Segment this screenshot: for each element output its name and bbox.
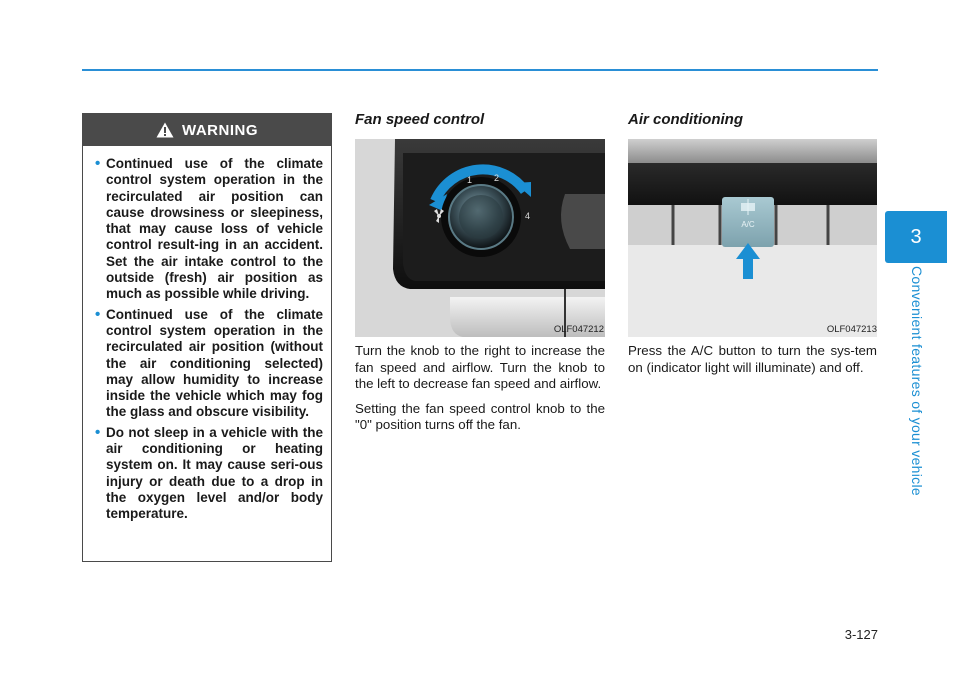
warning-title: WARNING — [182, 121, 258, 139]
ac-button-illustration — [628, 139, 877, 337]
dial-label-2: 2 — [494, 173, 500, 183]
air-conditioning-paragraph: Press the A/C button to turn the sys-tem on (indicator light will illuminate) and off. — [628, 343, 877, 375]
chapter-number: 3 — [910, 225, 922, 248]
dial-label-4: 4 — [525, 211, 531, 221]
warning-item: • Continued use of the climate control system operation in the recirculated air position (without the air conditioning selected) may allow humidity to increase inside the vehicle which may fog the glass and obscure visibility. — [95, 305, 323, 420]
air-conditioning-figure-code: OLF047213 — [826, 324, 877, 335]
chapter-tab — [885, 211, 947, 263]
warning-box — [82, 113, 332, 562]
warning-item: • Do not sleep in a vehicle with the air conditioning or heating system on. It may cause seri-ous injury or death due to a drop in the oxygen level and/or body temperature. — [95, 423, 323, 522]
fan-speed-figure-code: OLF047212 — [553, 324, 604, 335]
warning-item-text: Continued use of the climate control system operation in the recirculated air position (without the air conditioning selected) may allow humidity to increase inside the vehicle which may fog the glass and obscure visibility. — [106, 306, 323, 420]
dial-label-1: 1 — [467, 175, 473, 185]
warning-triangle-icon — [156, 122, 174, 138]
fan-speed-paragraph: Turn the knob to the right to increase the fan speed and airflow. Turn the knob to the left to decrease fan speed and airflow. — [355, 343, 605, 391]
ac-button-label: A/C — [741, 220, 755, 229]
fan-speed-paragraph: Setting the fan speed control knob to the "0" position turns off the fan. — [355, 400, 605, 432]
warning-header — [83, 114, 331, 146]
chapter-title: Convenient features of your vehicle — [909, 266, 925, 496]
header-rule — [82, 69, 878, 71]
fan-knob-illustration — [355, 139, 605, 337]
warning-item: • Continued use of the climate control system operation in the recirculated air position can cause drowsiness or sleepiness, that may cause loss of vehicle control result-ing in an accident. Set the air intake control to the outside (fresh) air position as much as possible while driving. — [95, 155, 323, 302]
fan-speed-figure — [355, 139, 605, 337]
warning-item-text: Do not sleep in a vehicle with the air conditioning or heating system on. It may cause seri-ous injury or death due to a drop in the oxygen level and/or body temperature. — [106, 424, 323, 522]
fan-speed-heading: Fan speed control — [355, 111, 485, 128]
fan-speed-text — [355, 343, 605, 442]
air-conditioning-heading: Air conditioning — [628, 111, 743, 128]
warning-list — [83, 146, 331, 523]
page-number: 3-127 — [844, 627, 878, 642]
warning-item-text: Continued use of the climate control system operation in the recirculated air position can cause drowsiness or sleepiness, that may cause loss of vehicle control result-ing in an accident. Set the air intake control to the outside (fresh) air position as much as possible while driving. — [106, 156, 323, 302]
air-conditioning-figure — [628, 139, 877, 337]
air-conditioning-text — [628, 343, 877, 384]
